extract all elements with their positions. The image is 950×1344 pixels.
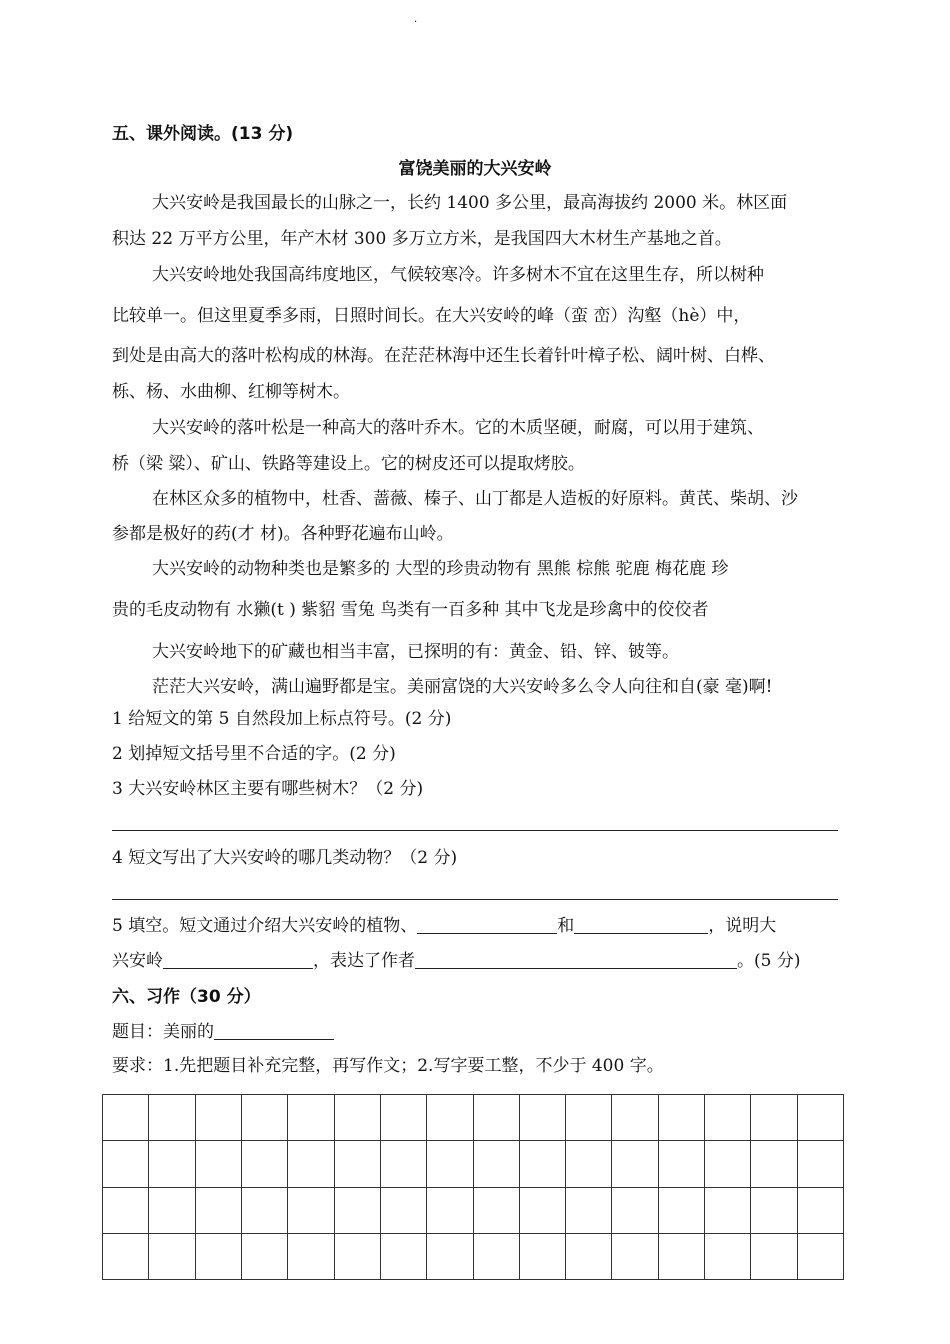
question-3: 3 大兴安岭林区主要有哪些树木？（2 分) — [112, 779, 424, 799]
passage-line: 参都是极好的药(才 材)。各种野花遍布山岭。 — [112, 524, 454, 544]
grid-cell[interactable] — [103, 1234, 149, 1280]
answer-line-q4[interactable] — [112, 899, 838, 900]
grid-cell[interactable] — [149, 1234, 195, 1280]
grid-cell[interactable] — [196, 1141, 242, 1187]
passage-line: 到处是由高大的落叶松构成的林海。在茫茫林海中还生长着针叶樟子松、阔叶树、白桦、 — [112, 346, 775, 366]
grid-cell[interactable] — [103, 1188, 149, 1234]
grid-cell[interactable] — [612, 1095, 658, 1141]
grid-cell[interactable] — [751, 1141, 797, 1187]
grid-cell[interactable] — [566, 1188, 612, 1234]
grid-cell[interactable] — [751, 1234, 797, 1280]
grid-cell[interactable] — [427, 1188, 473, 1234]
grid-cell[interactable] — [335, 1141, 381, 1187]
header-dot: . — [414, 14, 418, 25]
grid-cell[interactable] — [520, 1141, 566, 1187]
grid-cell[interactable] — [196, 1188, 242, 1234]
q5-line2-mid: ，表达了作者 — [313, 951, 415, 971]
grid-cell[interactable] — [520, 1095, 566, 1141]
question-2: 2 划掉短文括号里不合适的字。(2 分) — [112, 744, 396, 764]
passage-line: 栎、杨、水曲柳、红柳等树木。 — [112, 382, 350, 402]
grid-cell[interactable] — [798, 1188, 844, 1234]
grid-cell[interactable] — [335, 1234, 381, 1280]
grid-cell[interactable] — [566, 1234, 612, 1280]
section-6-heading: 六、习作（30 分） — [112, 987, 261, 1007]
grid-cell[interactable] — [566, 1141, 612, 1187]
composition-topic: 题目：美丽的 — [112, 1022, 214, 1042]
grid-cell[interactable] — [520, 1188, 566, 1234]
passage-line: 桥（梁 粱）、矿山、铁路等建设上。它的树皮还可以提取烤胶。 — [112, 454, 585, 474]
question-5-line-1 — [112, 914, 842, 938]
grid-cell[interactable] — [335, 1188, 381, 1234]
passage-line: 在林区众多的植物中，杜香、蔷薇、榛子、山丁都是人造板的好原料。黄芪、柴胡、沙 — [152, 489, 798, 509]
grid-cell[interactable] — [612, 1141, 658, 1187]
passage-title: 富饶美丽的大兴安岭 — [398, 159, 552, 179]
grid-cell[interactable] — [705, 1188, 751, 1234]
composition-requirement: 要求：1.先把题目补充完整，再写作文；2.写字要工整，不少于 400 字。 — [112, 1056, 664, 1076]
grid-cell[interactable] — [659, 1188, 705, 1234]
grid-cell[interactable] — [798, 1095, 844, 1141]
grid-cell[interactable] — [335, 1095, 381, 1141]
topic-blank[interactable] — [214, 1021, 334, 1040]
grid-cell[interactable] — [751, 1188, 797, 1234]
grid-cell[interactable] — [566, 1095, 612, 1141]
grid-cell[interactable] — [427, 1141, 473, 1187]
q5-and: 和 — [557, 916, 575, 936]
grid-cell[interactable] — [705, 1141, 751, 1187]
passage-line: 比较单一。但这里夏季多雨，日照时间长。在大兴安岭的峰（蛮 峦）沟壑（hè）中， — [112, 306, 751, 326]
q5-line2-prefix: 兴安岭 — [112, 951, 163, 971]
grid-cell[interactable] — [196, 1234, 242, 1280]
grid-cell[interactable] — [612, 1234, 658, 1280]
grid-cell[interactable] — [288, 1188, 334, 1234]
grid-cell[interactable] — [659, 1095, 705, 1141]
grid-cell[interactable] — [242, 1188, 288, 1234]
grid-cell[interactable] — [149, 1141, 195, 1187]
q5-blank-3[interactable] — [163, 950, 313, 969]
question-5-line-2 — [112, 949, 842, 973]
question-1: 1 给短文的第 5 自然段加上标点符号。(2 分) — [112, 709, 452, 729]
grid-cell[interactable] — [242, 1095, 288, 1141]
grid-cell[interactable] — [474, 1188, 520, 1234]
grid-cell[interactable] — [103, 1141, 149, 1187]
writing-grid — [102, 1094, 844, 1280]
grid-cell[interactable] — [381, 1141, 427, 1187]
grid-cell[interactable] — [288, 1095, 334, 1141]
grid-cell[interactable] — [103, 1095, 149, 1141]
grid-cell[interactable] — [427, 1095, 473, 1141]
grid-cell[interactable] — [798, 1234, 844, 1280]
composition-topic-line — [112, 1020, 842, 1044]
grid-cell[interactable] — [381, 1188, 427, 1234]
passage-line: 大兴安岭地下的矿藏也相当丰富，已探明的有：黄金、铅、锌、铍等。 — [152, 642, 679, 662]
grid-cell[interactable] — [427, 1234, 473, 1280]
passage-line: 贵的毛皮动物有 水獭(t ) 紫貂 雪兔 鸟类有一百多种 其中飞龙是珍禽中的佼佼者 — [112, 600, 709, 620]
grid-cell[interactable] — [659, 1141, 705, 1187]
q5-blank-2[interactable] — [574, 915, 708, 934]
grid-cell[interactable] — [659, 1234, 705, 1280]
grid-cell[interactable] — [288, 1234, 334, 1280]
passage-line: 大兴安岭的动物种类也是繁多的 大型的珍贵动物有 黑熊 棕熊 驼鹿 梅花鹿 珍 — [152, 559, 729, 579]
grid-cell[interactable] — [798, 1141, 844, 1187]
grid-cell[interactable] — [751, 1095, 797, 1141]
q5-prefix: 5 填空。短文通过介绍大兴安岭的植物、 — [112, 916, 418, 936]
grid-cell[interactable] — [705, 1234, 751, 1280]
grid-cell[interactable] — [242, 1234, 288, 1280]
grid-cell[interactable] — [149, 1188, 195, 1234]
q5-blank-1[interactable] — [417, 915, 557, 934]
passage-line: 大兴安岭地处我国高纬度地区，气候较寒冷。许多树木不宜在这里生存，所以树种 — [152, 265, 764, 285]
grid-cell[interactable] — [381, 1234, 427, 1280]
grid-cell[interactable] — [520, 1234, 566, 1280]
question-4: 4 短文写出了大兴安岭的哪几类动物？（2 分) — [112, 848, 458, 868]
grid-cell[interactable] — [705, 1095, 751, 1141]
q5-mid: ，说明大 — [708, 916, 777, 936]
grid-cell[interactable] — [474, 1141, 520, 1187]
passage-line: 茫茫大兴安岭，满山遍野都是宝。美丽富饶的大兴安岭多么令人向往和自(豪 毫)啊! — [152, 677, 773, 697]
grid-cell[interactable] — [242, 1141, 288, 1187]
grid-cell[interactable] — [474, 1095, 520, 1141]
passage-line: 大兴安岭是我国最长的山脉之一，长约 1400 多公里，最高海拔约 2000 米。林区面 — [152, 193, 788, 213]
grid-cell[interactable] — [288, 1141, 334, 1187]
grid-cell[interactable] — [381, 1095, 427, 1141]
q5-blank-4[interactable] — [415, 950, 737, 969]
passage-line: 积达 22 万平方公里，年产木材 300 多万立方米，是我国四大木材生产基地之首。 — [112, 229, 732, 249]
grid-cell[interactable] — [149, 1095, 195, 1141]
grid-cell[interactable] — [612, 1188, 658, 1234]
grid-cell[interactable] — [474, 1234, 520, 1280]
q5-suffix: 。(5 分) — [737, 951, 801, 971]
answer-line-q3[interactable] — [112, 830, 838, 831]
grid-cell[interactable] — [196, 1095, 242, 1141]
passage-line: 大兴安岭的落叶松是一种高大的落叶乔木。它的木质坚硬，耐腐，可以用于建筑、 — [152, 418, 764, 438]
section-5-heading: 五、课外阅读。(13 分) — [112, 124, 294, 144]
